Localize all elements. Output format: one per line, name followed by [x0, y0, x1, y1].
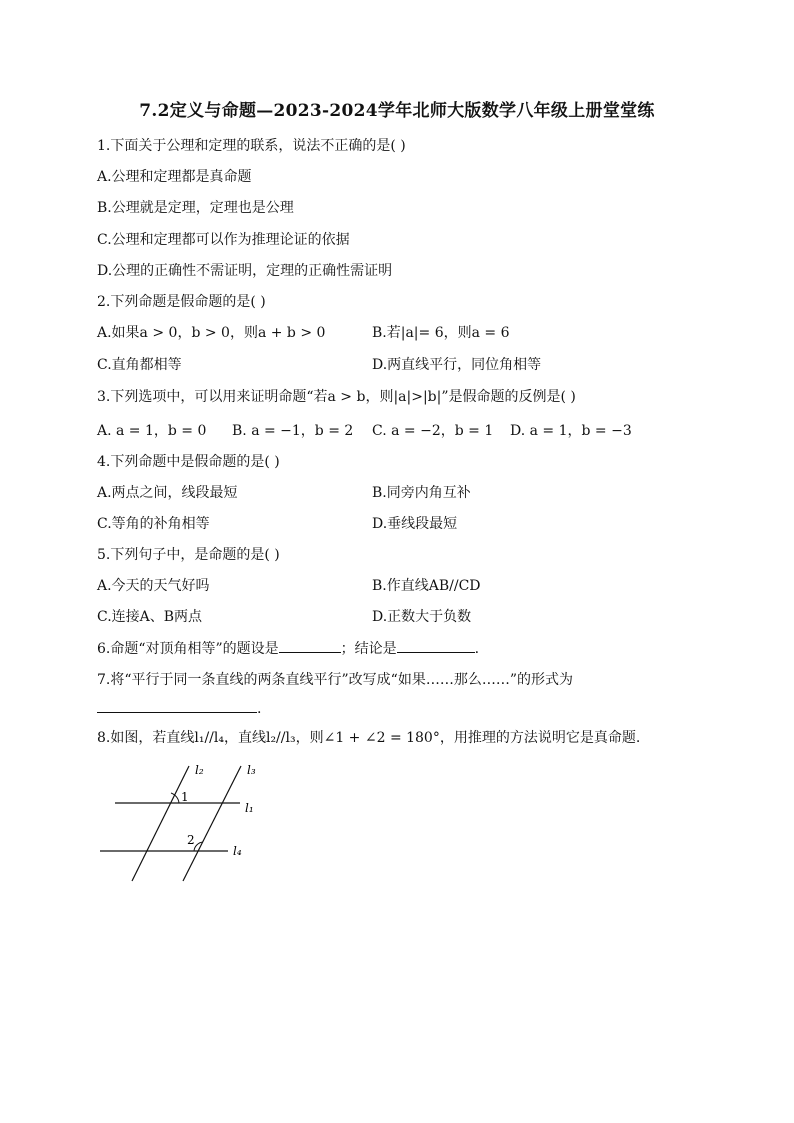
parallel-lines-figure	[95, 760, 275, 890]
conclusion-answer-blank[interactable]	[397, 638, 475, 653]
question-5-option-d: D.正数大于负数	[372, 609, 472, 625]
question-5-option-b: B.作直线AB//CD	[372, 578, 481, 594]
label-l2: l₂	[195, 763, 204, 777]
angle-1-label: 1	[181, 790, 189, 804]
question-2-option-a: A.如果a > 0，b > 0，则a + b > 0	[97, 325, 326, 341]
question-3-stem: 3.下列选项中，可以用来证明命题“若a > b，则|a|>|b|”是假命题的反例是( )	[97, 389, 576, 405]
question-2-option-c: C.直角都相等	[97, 357, 182, 373]
question-3-option-a: A. a = 1，b = 0	[97, 423, 207, 439]
page-title: 7.2定义与命题—2023-2024学年北师大版数学八年级上册堂堂练	[139, 101, 655, 121]
question-5-option-c: C.连接A、B两点	[97, 609, 203, 625]
question-4-option-b: B.同旁内角互补	[372, 485, 471, 501]
question-6-conclusion-label: ；结论是	[340, 641, 397, 657]
question-5-option-a: A.今天的天气好吗	[97, 578, 210, 594]
question-4-option-a: A.两点之间，线段最短	[97, 485, 238, 501]
question-4-stem: 4.下列命题中是假命题的是( )	[97, 454, 280, 470]
question-4-option-d: D.垂线段最短	[372, 516, 458, 532]
question-7-answer-line	[97, 698, 261, 719]
question-3-option-c: C. a = −2，b = 1	[372, 423, 494, 439]
question-5-stem: 5.下列句子中，是命题的是( )	[97, 547, 280, 563]
question-4-option-c: C.等角的补角相等	[97, 516, 210, 532]
angle-2-label: 2	[187, 833, 195, 847]
question-1-option-c: C.公理和定理都可以作为推理论证的依据	[97, 232, 350, 248]
question-2-stem: 2.下列命题是假命题的是( )	[97, 294, 266, 310]
question-1-option-b: B.公理就是定理，定理也是公理	[97, 200, 294, 216]
label-l3: l₃	[247, 763, 256, 777]
label-l4: l₄	[233, 844, 242, 858]
premise-answer-blank[interactable]	[279, 638, 341, 653]
question-2-option-b: B.若|a|= 6，则a = 6	[372, 325, 510, 341]
line-l3	[183, 766, 241, 881]
question-1-option-a: A.公理和定理都是真命题	[97, 169, 252, 185]
question-7-stem: 7.将“平行于同一条直线的两条直线平行”改写成“如果……那么……”的形式为	[97, 672, 573, 688]
label-l1: l₁	[245, 801, 254, 815]
question-7-end: .	[257, 701, 262, 717]
question-1-stem: 1.下面关于公理和定理的联系，说法不正确的是( )	[97, 138, 406, 154]
rewrite-answer-blank[interactable]	[97, 698, 257, 713]
question-3-option-b: B. a = −1，b = 2	[232, 423, 354, 439]
question-3-option-d: D. a = 1，b = −3	[510, 423, 632, 439]
question-8-stem: 8.如图，若直线l₁//l₄，直线l₂//l₃，则∠1 + ∠2 = 180°，用推理的方法说明它是真命题.	[97, 730, 641, 746]
question-2-option-d: D.两直线平行，同位角相等	[372, 357, 542, 373]
question-6	[97, 638, 479, 659]
question-1-option-d: D.公理的正确性不需证明，定理的正确性需证明	[97, 263, 393, 279]
question-6-end: .	[474, 641, 480, 657]
question-6-premise-label: 6.命题“对顶角相等”的题设是	[97, 641, 279, 657]
line-l2	[132, 766, 189, 881]
